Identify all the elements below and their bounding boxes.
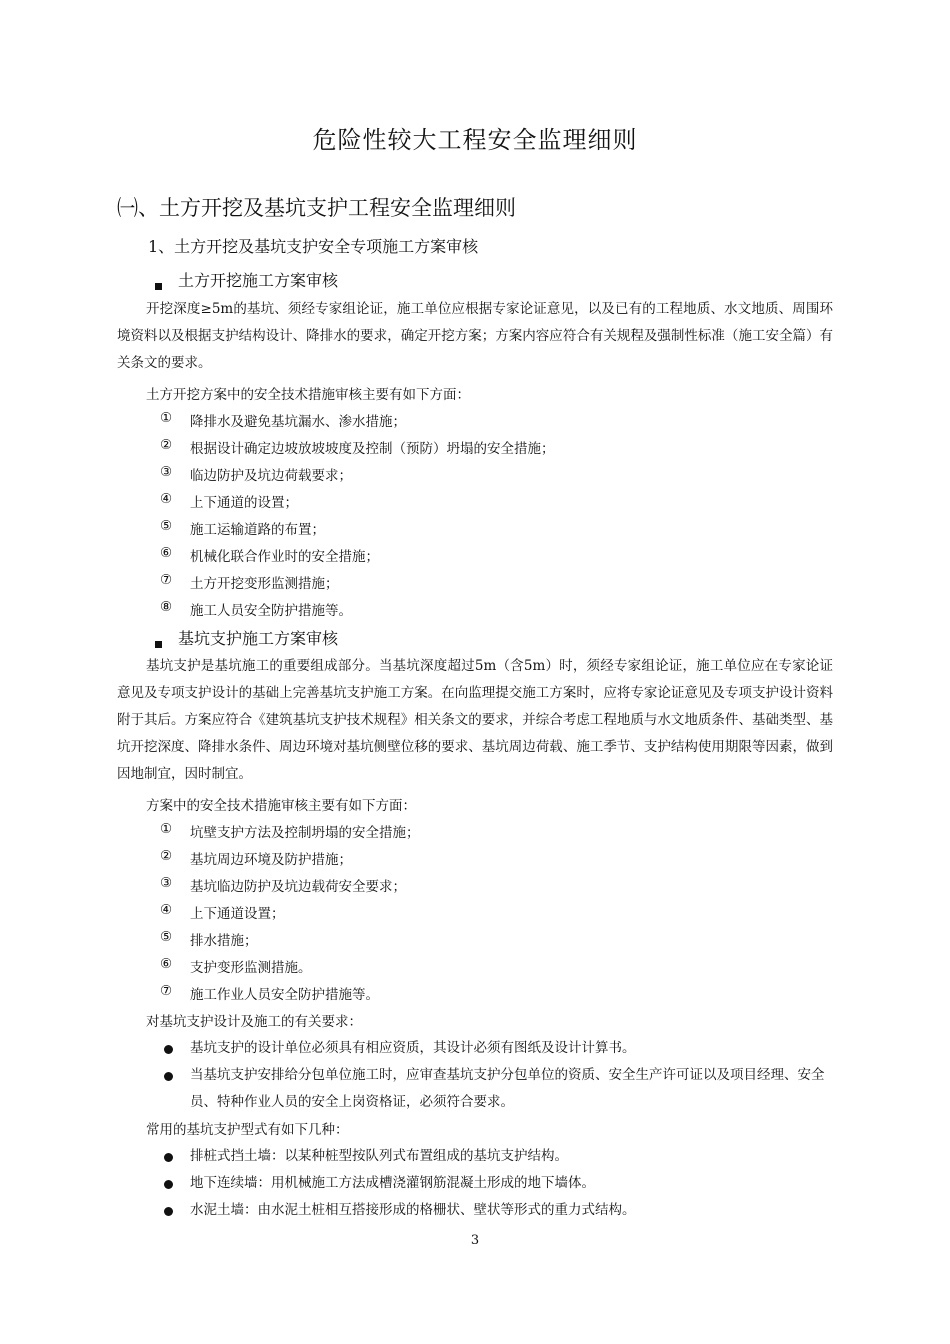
list-item: 基坑支护的设计单位必须具有相应资质，其设计必须有图纸及设计计算书。	[190, 1040, 636, 1056]
list-item-number: ⑧	[160, 599, 173, 615]
list-item-number: ⑤	[160, 929, 173, 945]
list-item: 上下通道设置；	[190, 906, 285, 922]
list-item: 水泥土墙：由水泥土桩相互搭接形成的格栅状、壁状等形式的重力式结构。	[190, 1202, 636, 1218]
subsection-heading: 1、土方开挖及基坑支护安全专项施工方案审核	[148, 237, 479, 256]
page-number: 3	[470, 1233, 480, 1248]
square-bullet-icon	[155, 641, 162, 648]
list-item-number: ⑥	[160, 545, 173, 561]
list-item: 排桩式挡土墙：以某种桩型按队列式布置组成的基坑支护结构。	[190, 1148, 568, 1164]
list-item: 支护变形监测措施。	[190, 960, 312, 976]
list-item: 基坑周边环境及防护措施；	[190, 852, 352, 868]
list-item: 施工人员安全防护措施等。	[190, 603, 352, 619]
list-item: 当基坑支护安排给分包单位施工时，应审查基坑支护分包单位的资质、安全生产许可证以及项目经理、安全员、特种作业人员的安全上岗资格证，必须符合要求。	[190, 1067, 825, 1110]
types-intro: 常用的基坑支护型式有如下几种：	[146, 1122, 349, 1138]
bullet-icon	[164, 1207, 173, 1216]
support-measures-intro: 方案中的安全技术措施审核主要有如下方面：	[146, 798, 416, 814]
list-item-number: ④	[160, 902, 173, 918]
list-item: 临边防护及坑边荷载要求；	[190, 468, 352, 484]
list-item: 地下连续墙：用机械施工方法成槽浇灌钢筋混凝土形成的地下墙体。	[190, 1175, 595, 1191]
square-bullet-icon	[155, 283, 162, 290]
requirements-intro: 对基坑支护设计及施工的有关要求：	[146, 1014, 362, 1030]
support-paragraph: 基坑支护是基坑施工的重要组成部分。当基坑深度超过5m（含5m）时，须经专家组论证，施工单位应在专家论证意见及专项支护设计的基础上完善基坑支护施工方案。在向监理提交施工方案时，应将专家论证意见及专项支护设计资料附于其后。方案应符合《建筑基坑支护技术规程》相关条文的要求，并综合考虑工程地质与水文地质条件、基础类型、基坑开挖深度、降排水条件、周边环境对基坑侧壁位移的要求、基坑周边荷载、施工季节、支护结构使用期限等因素，做到因地制宜，因时制宜。	[117, 658, 833, 782]
list-item-number: ②	[160, 848, 173, 864]
list-item-number: ③	[160, 464, 173, 480]
list-item-number: ⑦	[160, 572, 173, 588]
bullet-icon	[164, 1153, 173, 1162]
list-item: 上下通道的设置；	[190, 495, 298, 511]
excavation-heading: 土方开挖施工方案审核	[178, 271, 339, 290]
list-item-number: ①	[160, 821, 173, 837]
list-item-number: ⑥	[160, 956, 173, 972]
bullet-icon	[164, 1045, 173, 1054]
list-item: 根据设计确定边坡放坡坡度及控制（预防）坍塌的安全措施；	[190, 441, 555, 457]
document-title: 危险性较大工程安全监理细则	[312, 126, 638, 154]
list-item: 排水措施；	[190, 933, 258, 949]
excavation-paragraph: 开挖深度≥5m的基坑、须经专家组论证，施工单位应根据专家论证意见，以及已有的工程地质、水文地质、周围环境资料以及根据支护结构设计、降排水的要求，确定开挖方案；方案内容应符合有关规程及强制性标准（施工安全篇）有关条文的要求。	[117, 301, 833, 371]
bullet-icon	[164, 1072, 173, 1081]
list-item-number: ⑤	[160, 518, 173, 534]
list-item: 降排水及避免基坑漏水、渗水措施；	[190, 414, 406, 430]
list-item: 基坑临边防护及坑边载荷安全要求；	[190, 879, 406, 895]
list-item-number: ⑦	[160, 983, 173, 999]
excavation-measures-intro: 土方开挖方案中的安全技术措施审核主要有如下方面：	[146, 387, 470, 403]
list-item: 施工作业人员安全防护措施等。	[190, 987, 379, 1003]
list-item-number: ②	[160, 437, 173, 453]
bullet-icon	[164, 1180, 173, 1189]
list-item-number: ③	[160, 875, 173, 891]
list-item: 机械化联合作业时的安全措施；	[190, 549, 379, 565]
section-heading: ㈠、土方开挖及基坑支护工程安全监理细则	[117, 196, 516, 220]
list-item-number: ①	[160, 410, 173, 426]
support-heading: 基坑支护施工方案审核	[178, 629, 339, 648]
list-item: 施工运输道路的布置；	[190, 522, 325, 538]
list-item: 土方开挖变形监测措施；	[190, 576, 339, 592]
list-item: 坑壁支护方法及控制坍塌的安全措施；	[190, 825, 420, 841]
list-item-number: ④	[160, 491, 173, 507]
